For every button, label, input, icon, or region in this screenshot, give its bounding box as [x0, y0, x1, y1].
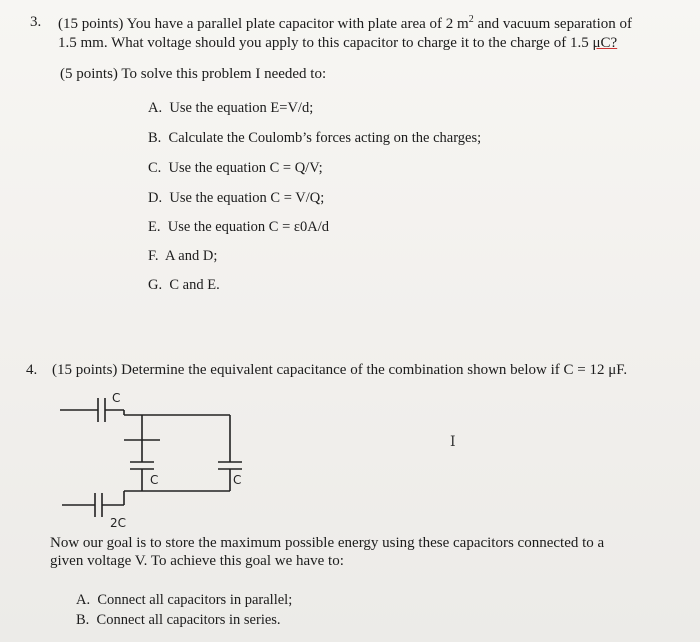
- q3-option-c[interactable]: C. Use the equation C = Q/V;: [148, 160, 323, 176]
- q4-option-a[interactable]: A. Connect all capacitors in parallel;: [76, 592, 293, 608]
- q4-number: 4.: [26, 362, 38, 378]
- q4-para-line2: given voltage V. To achieve this goal we have to:: [50, 553, 344, 569]
- q4-para-line1: Now our goal is to store the maximum possible energy using these capacitors connected to a: [50, 535, 605, 551]
- q4-question: (15 points) Determine the equivalent capacitance of the combination shown below if C = 12 μF.: [52, 362, 628, 378]
- q3-option-g[interactable]: G. C and E.: [148, 277, 220, 293]
- q4-option-b[interactable]: B. Connect all capacitors in series.: [76, 612, 281, 628]
- label-c-top: C: [112, 391, 121, 405]
- q3-subquestion: (5 points) To solve this problem I needed to:: [60, 66, 327, 82]
- q3-number: 3.: [30, 14, 42, 30]
- q3-option-a[interactable]: A. Use the equation E=V/d;: [148, 100, 314, 116]
- q3-option-e[interactable]: E. Use the equation C = ε0A/d: [148, 219, 329, 235]
- q3-option-b[interactable]: B. Calculate the Coulomb’s forces acting on the charges;: [148, 130, 482, 146]
- label-c-mid2: C: [233, 473, 242, 487]
- q3-line2: 1.5 mm. What voltage should you apply to this capacitor to charge it to the charge of 1.5 μC?: [58, 35, 618, 51]
- q3-option-f[interactable]: F. A and D;: [148, 248, 218, 264]
- q3-line1: (15 points) You have a parallel plate capacitor with plate area of 2 $m^2$ and vacuum separation of: [58, 14, 632, 32]
- q3-unit: μC?: [592, 35, 618, 51]
- q3-option-d[interactable]: D. Use the equation C = V/Q;: [148, 190, 325, 206]
- label-2c: 2C: [110, 516, 127, 530]
- label-c-mid1: C: [150, 473, 159, 487]
- text-cursor-icon: I: [450, 434, 456, 450]
